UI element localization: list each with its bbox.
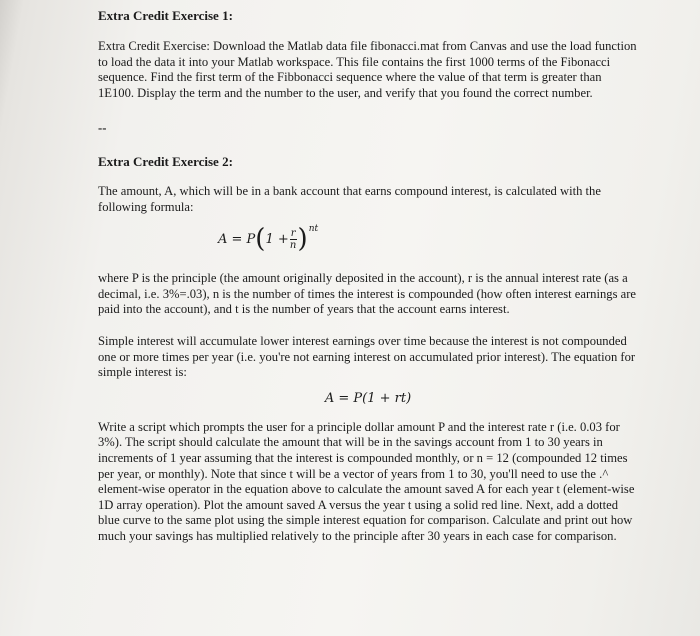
formula-denominator: n xyxy=(289,239,297,251)
formula-close-paren: ) xyxy=(297,224,308,254)
formula-numerator: r xyxy=(290,227,296,239)
simple-interest-formula: A = P(1 + rt) xyxy=(324,390,412,406)
formula-one-plus: 1 + xyxy=(265,231,289,247)
compound-formula-space xyxy=(98,215,638,271)
formula-lhs: A = P xyxy=(218,231,256,247)
compound-interest-formula xyxy=(218,226,318,252)
formula-fraction xyxy=(290,228,297,251)
task-paragraph: Write a script which prompts the user for a principle dollar amount P and the interest rate r (i.e. 0.03 for 3%). The script should calculate the amount that will be in the savings account from 1 to 30 years in increments of 1 year assuming that the interest is compounded monthly, or n = 12 (compounded 12 times per year, or monthly). Note that since t will be a vector of years from 1 to 30, you'll need to use the .^ element-wise operator in the equation above to calculate the amount saved A for each year t (element-wise 1D array operation). Plot the amount saved A versus the year t using a solid red line. Next, add a dotted blue curve to the same plot using the simple interest equation for comparison. Calculate and print out how much your savings has multiplied relatively to the principle after 30 years in each case for comparison. xyxy=(98,419,635,543)
simple-interest-intro: Simple interest will accumulate lower interest earnings over time because the interest is not compounded one or more times per year (i.e. you're not earning interest on accumulated prior interest). The equation for simple interest is: xyxy=(98,333,636,380)
exercise-1-heading: Extra Credit Exercise 1: xyxy=(98,8,233,23)
formula-exponent: nt xyxy=(308,224,319,234)
exercise-2-heading: Extra Credit Exercise 2: xyxy=(98,153,233,169)
separator: -- xyxy=(98,121,107,136)
formula-open-paren: ( xyxy=(255,224,266,254)
where-paragraph: where P is the principle (the amount originally deposited in the account), r is the annual interest rate (as a decimal, i.e. 3%=.03), n is the number of times the interest is compounded (how often interest earnings are paid into the account), and t is the number of years that the account earns interest. xyxy=(98,271,636,317)
document-page xyxy=(98,8,638,544)
exercise-2-intro: The amount, A, which will be in a bank account that earns compound interest, is calculated with the following formula: xyxy=(98,183,601,214)
exercise-1-body: Extra Credit Exercise: Download the Matlab data file fibonacci.mat from Canvas and use the load function to load the data it into your Matlab workspace. This file contains the first 1000 terms of the Fibonacci sequence. Find the first term of the Fibbonacci sequence where the value of that term is greater than 1E100. Display the term and the number to the user, and verify that you found the correct number. xyxy=(98,39,637,100)
